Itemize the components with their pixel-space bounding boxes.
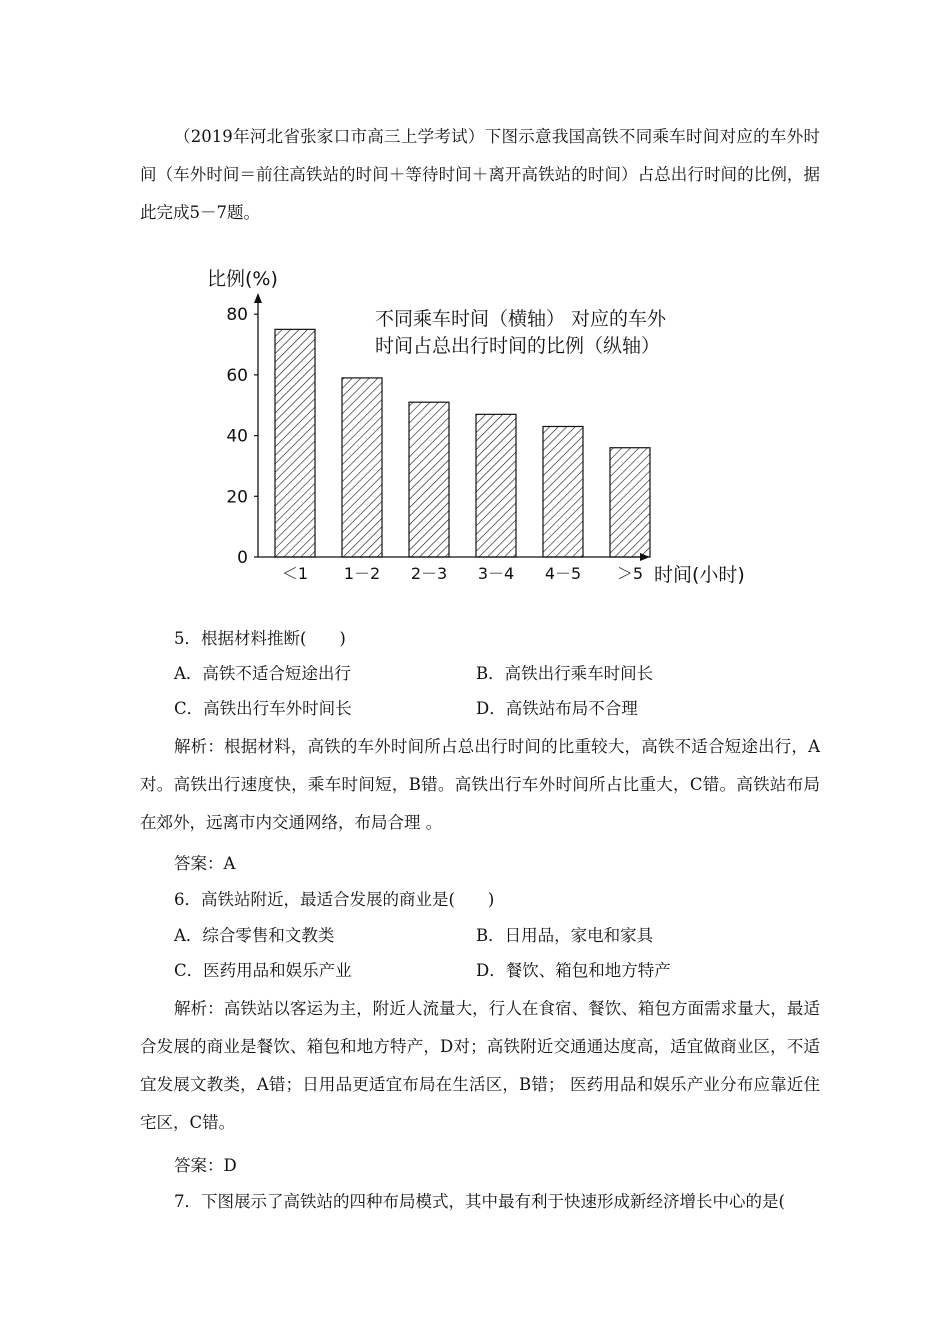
q5-option-d: D．高铁站布局不合理: [476, 699, 638, 718]
bar-3: [409, 402, 449, 557]
q7-stem: 7．下图展示了高铁站的四种布局模式，其中最有利于快速形成新经济增长中心的是(: [174, 1192, 785, 1211]
x-tick-label: 4－5: [544, 564, 582, 583]
y-tick-label: 80: [226, 305, 248, 326]
bar-6: [610, 448, 650, 557]
x-axis-label: 时间(小时): [654, 564, 745, 586]
y-tick-label: 20: [226, 487, 248, 508]
x-tick-label: ＞5: [616, 564, 644, 583]
q6-analysis: 解析：高铁站以客运为主，附近人流量大，行人在食宿、餐饮、箱包方面需求量大，最适合发展的商业是餐饮、箱包和地方特产，D对；高铁附近交通通达度高，适宜做商业区，不适宜发展文教类，A错；日用品更适宜布局在生活区，B错； 医药用品和娱乐产业分布应靠近住宅区，C错。: [140, 999, 820, 1132]
bar-5: [543, 426, 583, 557]
x-tick-label: 3－4: [477, 564, 515, 583]
q5-option-c: C．高铁出行车外时间长: [174, 699, 352, 718]
y-tick-label: 0: [237, 548, 248, 568]
q5-stem: 5．根据材料推断( ): [174, 629, 346, 648]
q5-answer: 答案：A: [174, 854, 236, 873]
y-tick-label: 40: [226, 426, 248, 447]
chart-title-line-1: 不同乘车时间（横轴） 对应的车外: [375, 308, 667, 330]
y-tick-label: 60: [226, 365, 248, 386]
q6-option-b: B．日用品，家电和家具: [476, 926, 654, 945]
q6-answer: 答案：D: [174, 1156, 237, 1175]
q5-analysis: 解析：根据材料，高铁的车外时间所占总出行时间的比重较大，高铁不适合短途出行，A对。高铁出行速度快，乘车时间短，B错。高铁出行车外时间所占比重大，C错。高铁站布局在郊外，远离市内交通网络，布局合理 。: [140, 737, 820, 832]
bar-2: [342, 378, 382, 557]
intro-paragraph: （2019年河北省张家口市高三上学考试）下图示意我国高铁不同乘车时间对应的车外时间（车外时间＝前往高铁站的时间＋等待时间＋离开高铁站的时间）占总出行时间的比例，据此完成5－7题。: [140, 127, 820, 222]
q6-option-d: D．餐饮、箱包和地方特产: [476, 961, 671, 980]
q5-option-b: B．高铁出行乘车时间长: [476, 664, 654, 683]
y-axis-arrow: [254, 293, 262, 303]
q6-option-c: C．医药用品和娱乐产业: [174, 961, 352, 980]
q5-option-a: A．高铁不适合短途出行: [174, 664, 351, 683]
x-tick-label: ＜1: [281, 564, 309, 583]
q6-option-a: A．综合零售和文教类: [174, 926, 335, 945]
x-tick-label: 1－2: [343, 564, 381, 583]
x-tick-label: 2－3: [410, 564, 448, 583]
chart-title-line-2: 时间占总出行时间的比例（纵轴）: [375, 335, 661, 357]
bar-4: [476, 414, 516, 557]
bar-chart: [195, 255, 765, 595]
bar-1: [275, 329, 315, 557]
y-axis-label: 比例(%): [207, 268, 278, 290]
q6-stem: 6．高铁站附近，最适合发展的商业是( ): [174, 890, 495, 909]
